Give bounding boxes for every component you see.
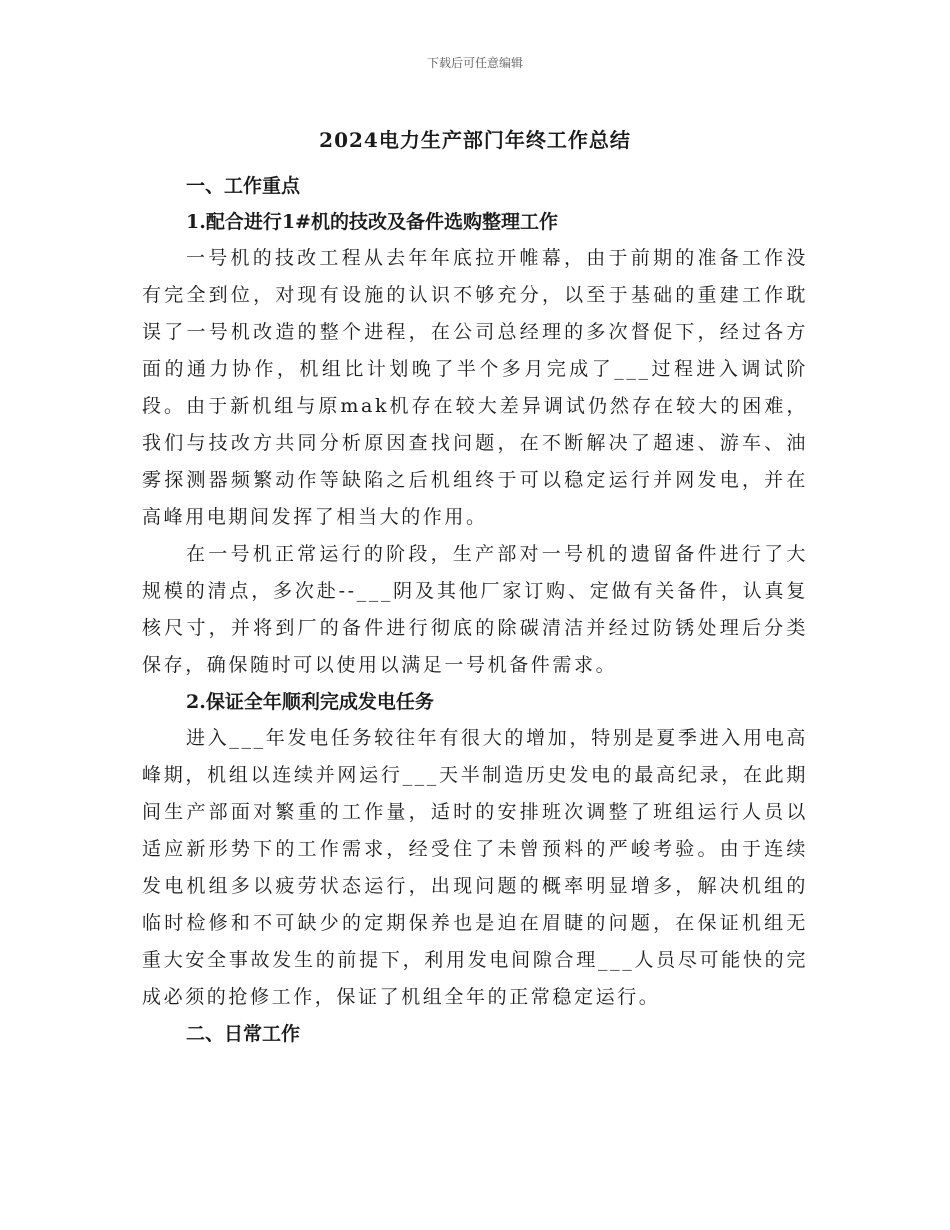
section-1-heading: 一、工作重点 <box>186 175 301 197</box>
paragraph-1: 一号机的技改工程从去年年底拉开帷幕，由于前期的准备工作没有完全到位，对现有设施的认识不够充分，以至于基础的重建工作耽误了一号机改造的整个进程，在公司总经理的多次督促下，经过各方面的通力协作，机组比计划晚了半个多月完成了___过程进入调试阶段。由于新机组与原mak机存在较大差异调试仍然存在较大的困难，我们与技改方共同分析原因查找问题，在不断解决了超速、游车、油雾探测器频繁动作等缺陷之后机组终于可以稳定运行并网发电，并在高峰用电期间发挥了相当大的作用。 <box>142 247 808 528</box>
document-body <box>142 168 808 1052</box>
subsection-1-2-heading: 2.保证全年顺利完成发电任务 <box>186 691 434 713</box>
subsection-1-1-heading: 1.配合进行1#机的技改及备件选购整理工作 <box>186 211 558 233</box>
paragraph-2: 在一号机正常运行的阶段，生产部对一号机的遗留备件进行了大规模的清点，多次赴--___阴及其他厂家订购、定做有关备件，认真复核尺寸，并将到厂的备件进行彻底的除碳清洁并经过防锈处理后分类保存，确保随时可以使用以满足一号机备件需求。 <box>142 543 808 676</box>
page-header-note: 下载后可任意编辑 <box>426 56 523 70</box>
paragraph-3: 进入___年发电任务较往年有很大的增加，特别是夏季进入用电高峰期，机组以连续并网运行___天半制造历史发电的最高纪录，在此期间生产部面对繁重的工作量，适时的安排班次调整了班组运行人员以适应新形势下的工作需求，经受住了未曾预料的严峻考验。由于连续发电机组多以疲劳状态运行，出现问题的概率明显增多，解决机组的临时检修和不可缺少的定期保养也是迫在眉睫的问题，在保证机组无重大安全事故发生的前提下，利用发电间隙合理___人员尽可能快的完成必须的抢修工作，保证了机组全年的正常稳定运行。 <box>142 727 808 1008</box>
document-title: 2024电力生产部门年终工作总结 <box>319 128 631 152</box>
section-2-heading: 二、日常工作 <box>186 1023 301 1045</box>
